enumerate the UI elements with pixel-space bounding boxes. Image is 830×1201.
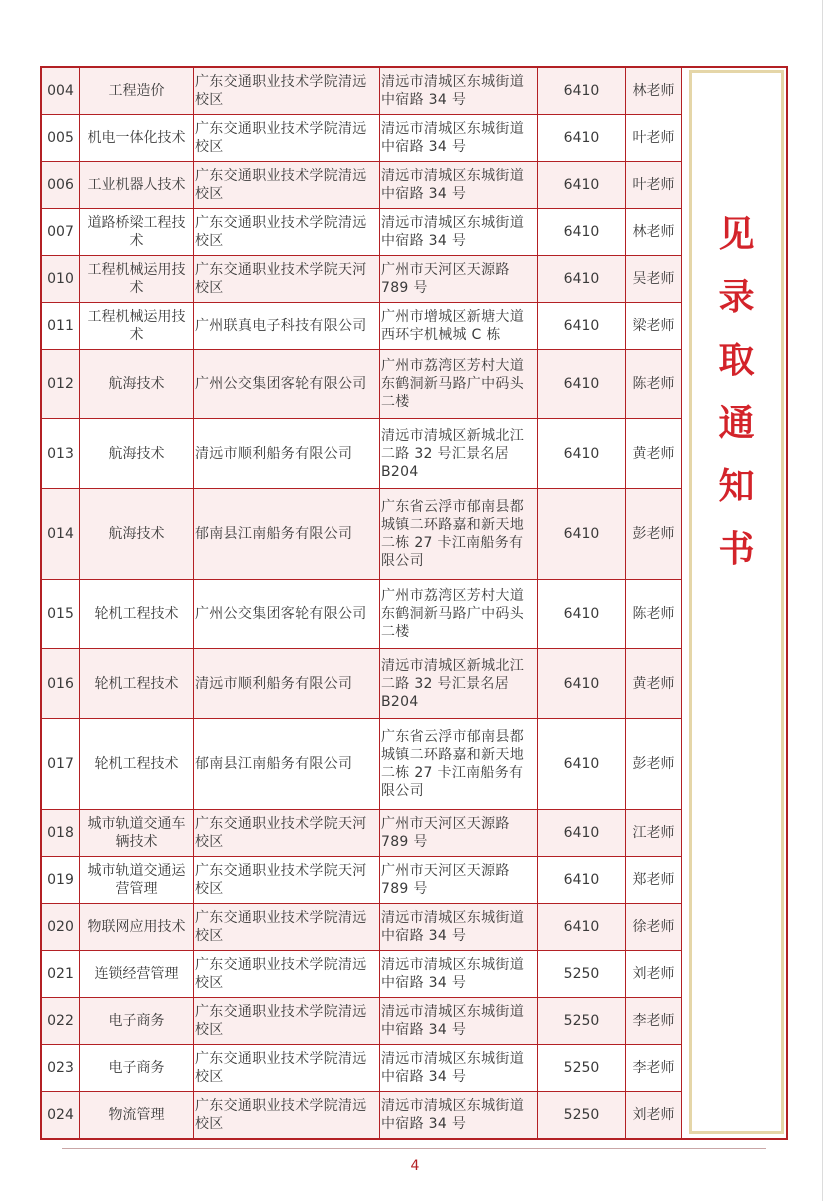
table-row — [42, 256, 682, 303]
table-row — [42, 857, 682, 904]
major-cell: 电子商务 — [80, 1045, 194, 1092]
teacher-cell: 郑老师 — [626, 857, 682, 904]
major-cell: 航海技术 — [80, 419, 194, 489]
school-cell: 郁南县江南船务有限公司 — [194, 489, 380, 580]
code-cell: 011 — [42, 303, 80, 350]
code-cell: 006 — [42, 162, 80, 209]
teacher-cell: 李老师 — [626, 998, 682, 1045]
addr-cell: 广州市天河区天源路 789 号 — [380, 857, 538, 904]
table-row — [42, 303, 682, 350]
fee-cell: 6410 — [538, 857, 626, 904]
school-cell: 郁南县江南船务有限公司 — [194, 719, 380, 810]
addr-cell: 清远市清城区东城街道中宿路 34 号 — [380, 115, 538, 162]
teacher-cell: 陈老师 — [626, 580, 682, 649]
code-cell: 012 — [42, 350, 80, 419]
school-cell: 广州公交集团客轮有限公司 — [194, 350, 380, 419]
fee-cell: 5250 — [538, 951, 626, 998]
school-cell: 广东交通职业技术学院天河校区 — [194, 810, 380, 857]
addr-cell: 清远市清城区新城北江二路 32 号汇景名居 B204 — [380, 419, 538, 489]
teacher-cell: 徐老师 — [626, 904, 682, 951]
fee-cell: 6410 — [538, 419, 626, 489]
teacher-cell: 李老师 — [626, 1045, 682, 1092]
fee-cell: 6410 — [538, 904, 626, 951]
table-row — [42, 649, 682, 719]
fee-cell: 6410 — [538, 350, 626, 419]
addr-cell: 广州市荔湾区芳村大道东鹤洞新马路广中码头二楼 — [380, 350, 538, 419]
code-cell: 014 — [42, 489, 80, 580]
notice-char: 书 — [718, 529, 755, 570]
fee-cell: 6410 — [538, 115, 626, 162]
addr-cell: 清远市清城区新城北江二路 32 号汇景名居 B204 — [380, 649, 538, 719]
table-row — [42, 1092, 682, 1139]
fee-cell: 6410 — [538, 810, 626, 857]
notice-box — [689, 70, 784, 1134]
fee-cell: 6410 — [538, 256, 626, 303]
school-cell: 广州公交集团客轮有限公司 — [194, 580, 380, 649]
teacher-cell: 林老师 — [626, 209, 682, 256]
code-cell: 021 — [42, 951, 80, 998]
notice-title — [692, 203, 781, 581]
notice-char: 知 — [718, 466, 755, 507]
school-cell: 广东交通职业技术学院清远校区 — [194, 1045, 380, 1092]
page-number: 4 — [410, 1158, 420, 1174]
notice-char: 录 — [718, 277, 755, 318]
code-cell: 019 — [42, 857, 80, 904]
code-cell: 023 — [42, 1045, 80, 1092]
fee-cell: 5250 — [538, 1045, 626, 1092]
school-cell: 广东交通职业技术学院天河校区 — [194, 857, 380, 904]
major-cell: 城市轨道交通车辆技术 — [80, 810, 194, 857]
major-cell: 工业机器人技术 — [80, 162, 194, 209]
school-cell: 广东交通职业技术学院清远校区 — [194, 1092, 380, 1139]
code-cell: 020 — [42, 904, 80, 951]
addr-cell: 清远市清城区东城街道中宿路 34 号 — [380, 209, 538, 256]
major-cell: 城市轨道交通运营管理 — [80, 857, 194, 904]
code-cell: 022 — [42, 998, 80, 1045]
enrollment-table — [41, 67, 682, 1139]
fee-cell: 6410 — [538, 68, 626, 115]
notice-char: 取 — [718, 340, 755, 381]
fee-cell: 5250 — [538, 1092, 626, 1139]
major-cell: 物流管理 — [80, 1092, 194, 1139]
table-row — [42, 489, 682, 580]
major-cell: 机电一体化技术 — [80, 115, 194, 162]
school-cell: 广东交通职业技术学院清远校区 — [194, 162, 380, 209]
teacher-cell: 彭老师 — [626, 489, 682, 580]
school-cell: 广东交通职业技术学院天河校区 — [194, 256, 380, 303]
school-cell: 广东交通职业技术学院清远校区 — [194, 115, 380, 162]
school-cell: 广东交通职业技术学院清远校区 — [194, 998, 380, 1045]
notice-char: 见 — [718, 214, 755, 255]
addr-cell: 广东省云浮市郁南县都城镇二环路嘉和新天地二栋 27 卡江南船务有限公司 — [380, 489, 538, 580]
page-edge — [822, 0, 823, 1201]
school-cell: 清远市顺利船务有限公司 — [194, 419, 380, 489]
table-row — [42, 350, 682, 419]
addr-cell: 清远市清城区东城街道中宿路 34 号 — [380, 904, 538, 951]
table-row — [42, 904, 682, 951]
teacher-cell: 刘老师 — [626, 1092, 682, 1139]
table-row — [42, 998, 682, 1045]
school-cell: 广东交通职业技术学院清远校区 — [194, 904, 380, 951]
code-cell: 004 — [42, 68, 80, 115]
table-row — [42, 810, 682, 857]
addr-cell: 广州市天河区天源路 789 号 — [380, 810, 538, 857]
major-cell: 物联网应用技术 — [80, 904, 194, 951]
fee-cell: 6410 — [538, 209, 626, 256]
major-cell: 工程机械运用技术 — [80, 303, 194, 350]
major-cell: 道路桥梁工程技术 — [80, 209, 194, 256]
table-row — [42, 209, 682, 256]
addr-cell: 广州市天河区天源路 789 号 — [380, 256, 538, 303]
teacher-cell: 梁老师 — [626, 303, 682, 350]
table-row — [42, 951, 682, 998]
teacher-cell: 彭老师 — [626, 719, 682, 810]
addr-cell: 广东省云浮市郁南县都城镇二环路嘉和新天地二栋 27 卡江南船务有限公司 — [380, 719, 538, 810]
major-cell: 工程机械运用技术 — [80, 256, 194, 303]
addr-cell: 清远市清城区东城街道中宿路 34 号 — [380, 1045, 538, 1092]
addr-cell: 广州市增城区新塘大道西环宇机械城 C 栋 — [380, 303, 538, 350]
code-cell: 007 — [42, 209, 80, 256]
code-cell: 024 — [42, 1092, 80, 1139]
table-row — [42, 719, 682, 810]
school-cell: 广东交通职业技术学院清远校区 — [194, 951, 380, 998]
table-row — [42, 162, 682, 209]
fee-cell: 6410 — [538, 719, 626, 810]
school-cell: 广州联真电子科技有限公司 — [194, 303, 380, 350]
addr-cell: 清远市清城区东城街道中宿路 34 号 — [380, 1092, 538, 1139]
fee-cell: 6410 — [538, 162, 626, 209]
code-cell: 013 — [42, 419, 80, 489]
teacher-cell: 黄老师 — [626, 419, 682, 489]
table-row — [42, 68, 682, 115]
code-cell: 018 — [42, 810, 80, 857]
table-row — [42, 580, 682, 649]
fee-cell: 6410 — [538, 580, 626, 649]
addr-cell: 清远市清城区东城街道中宿路 34 号 — [380, 162, 538, 209]
table-row — [42, 115, 682, 162]
footer-rule — [62, 1148, 766, 1149]
major-cell: 航海技术 — [80, 350, 194, 419]
school-cell: 广东交通职业技术学院清远校区 — [194, 68, 380, 115]
teacher-cell: 江老师 — [626, 810, 682, 857]
code-cell: 005 — [42, 115, 80, 162]
addr-cell: 清远市清城区东城街道中宿路 34 号 — [380, 68, 538, 115]
teacher-cell: 吴老师 — [626, 256, 682, 303]
major-cell: 轮机工程技术 — [80, 649, 194, 719]
code-cell: 016 — [42, 649, 80, 719]
fee-cell: 5250 — [538, 998, 626, 1045]
major-cell: 电子商务 — [80, 998, 194, 1045]
major-cell: 航海技术 — [80, 489, 194, 580]
teacher-cell: 刘老师 — [626, 951, 682, 998]
fee-cell: 6410 — [538, 649, 626, 719]
table-row — [42, 419, 682, 489]
code-cell: 017 — [42, 719, 80, 810]
teacher-cell: 叶老师 — [626, 115, 682, 162]
fee-cell: 6410 — [538, 303, 626, 350]
teacher-cell: 叶老师 — [626, 162, 682, 209]
addr-cell: 清远市清城区东城街道中宿路 34 号 — [380, 998, 538, 1045]
teacher-cell: 黄老师 — [626, 649, 682, 719]
major-cell: 连锁经营管理 — [80, 951, 194, 998]
school-cell: 清远市顺利船务有限公司 — [194, 649, 380, 719]
school-cell: 广东交通职业技术学院清远校区 — [194, 209, 380, 256]
table-row — [42, 1045, 682, 1092]
addr-cell: 广州市荔湾区芳村大道东鹤洞新马路广中码头二楼 — [380, 580, 538, 649]
code-cell: 010 — [42, 256, 80, 303]
fee-cell: 6410 — [538, 489, 626, 580]
teacher-cell: 林老师 — [626, 68, 682, 115]
notice-char: 通 — [718, 403, 755, 444]
major-cell: 工程造价 — [80, 68, 194, 115]
major-cell: 轮机工程技术 — [80, 580, 194, 649]
teacher-cell: 陈老师 — [626, 350, 682, 419]
major-cell: 轮机工程技术 — [80, 719, 194, 810]
code-cell: 015 — [42, 580, 80, 649]
addr-cell: 清远市清城区东城街道中宿路 34 号 — [380, 951, 538, 998]
